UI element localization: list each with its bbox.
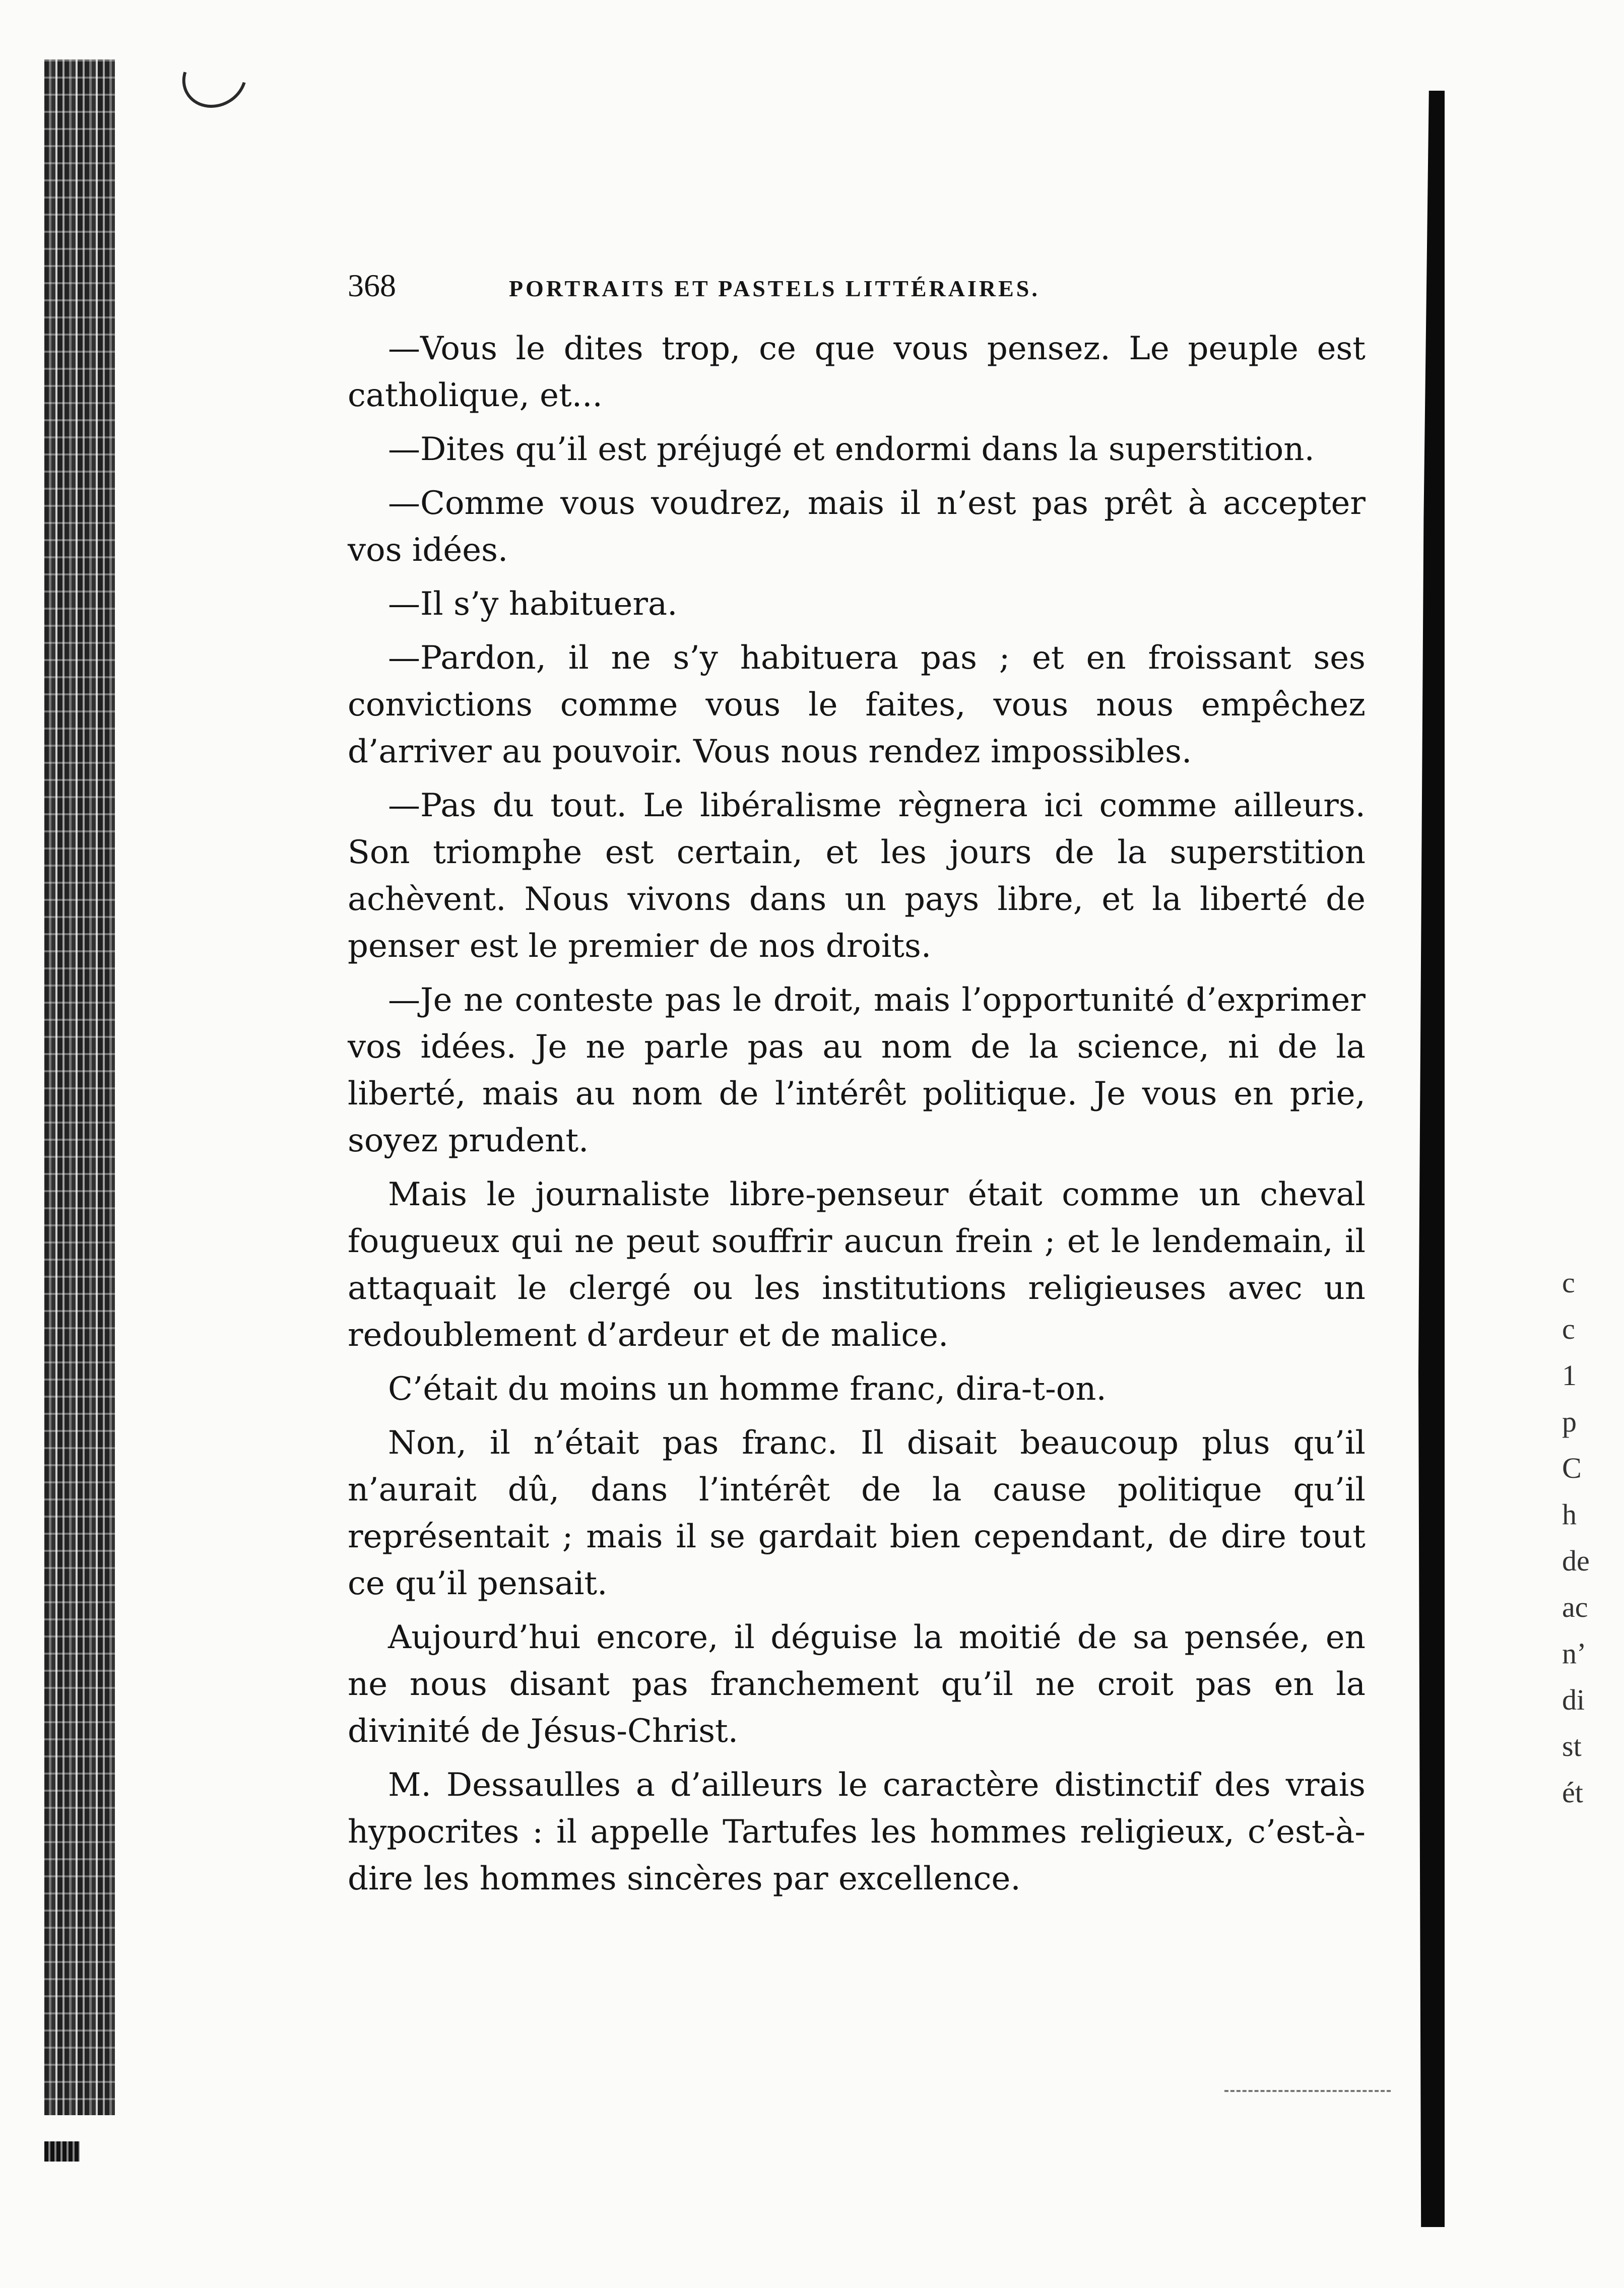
- paragraph: —Il s’y habituera.: [388, 585, 678, 623]
- paragraph: Aujourd’hui encore, il déguise la moitié de sa pensée, en ne nous disant pas franchement qu’il ne croit pas en la divinité de Jésus-Christ.: [348, 1619, 1366, 1750]
- paragraph: Non, il n’était pas franc. Il disait beaucoup plus qu’il n’aurait dû, dans l’intérêt de la cause politique qu’il représentait ; mais il se gardait bien cependant, de dire tout ce qu’il pensait.: [348, 1424, 1366, 1602]
- fragment: de: [1562, 1544, 1590, 1577]
- fragment: st: [1562, 1730, 1582, 1762]
- book-page: [348, 267, 1366, 1910]
- paragraph: C’était du moins un homme franc, dira-t-on.: [388, 1370, 1107, 1408]
- scan-binding-edge: [44, 59, 115, 2115]
- fragment: 1: [1562, 1359, 1577, 1392]
- scan-edge-mark: [44, 2141, 80, 2162]
- paragraph: —Pas du tout. Le libéralisme règnera ici comme ailleurs. Son triomphe est certain, et les jours de la superstition achèvent. Nous vivons dans un pays libre, et la liberté de penser est le premier de nos droits.: [348, 787, 1366, 965]
- paragraph: —Comme vous voudrez, mais il n’est pas prêt à accepter vos idées.: [348, 485, 1366, 569]
- body-text: [348, 325, 1366, 1903]
- fragment: h: [1562, 1498, 1577, 1531]
- footer-rule: [1224, 2090, 1391, 2092]
- fragment: ét: [1562, 1776, 1583, 1809]
- page-number: 368: [348, 268, 396, 303]
- running-head-title: PORTRAITS ET PASTELS LITTÉRAIRES.: [509, 276, 1040, 301]
- paragraph: M. Dessaulles a d’ailleurs le caractère distinctif des vrais hypocrites : il appelle Tartufes les hommes religieux, c’est-à-dire les hommes sincères par excellence.: [348, 1767, 1366, 1898]
- fragment: ac: [1562, 1591, 1588, 1623]
- fragment: c: [1562, 1313, 1575, 1345]
- running-head: [348, 267, 1366, 304]
- scan-gutter-shadow: [1418, 91, 1445, 2227]
- paragraph: —Dites qu’il est préjugé et endormi dans la superstition.: [388, 431, 1315, 468]
- fragment: p: [1562, 1405, 1577, 1438]
- pencil-mark: [171, 35, 258, 119]
- paragraph: —Pardon, il ne s’y habituera pas ; et en froissant ses convictions comme vous le faites, vous nous empêchez d’arriver au pouvoir. Vous nous rendez impossibles.: [348, 639, 1366, 770]
- fragment: n’: [1562, 1637, 1587, 1670]
- facing-page-fragments: [1562, 1260, 1622, 1809]
- paragraph: —Je ne conteste pas le droit, mais l’opportunité d’exprimer vos idées. Je ne parle pas au nom de la science, ni de la liberté, mais au nom de l’intérêt politique. Je vous en prie, soyez prudent.: [348, 982, 1366, 1159]
- fragment: c: [1562, 1266, 1575, 1299]
- paragraph: Mais le journaliste libre-penseur était comme un cheval fougueux qui ne peut souffrir aucun frein ; et le lendemain, il attaquait le clergé ou les institutions religieuses avec un redoublement d’ardeur et de malice.: [348, 1176, 1366, 1354]
- fragment: C: [1562, 1452, 1582, 1484]
- paragraph: —Vous le dites trop, ce que vous pensez. Le peuple est catholique, et...: [348, 330, 1366, 414]
- fragment: di: [1562, 1683, 1585, 1716]
